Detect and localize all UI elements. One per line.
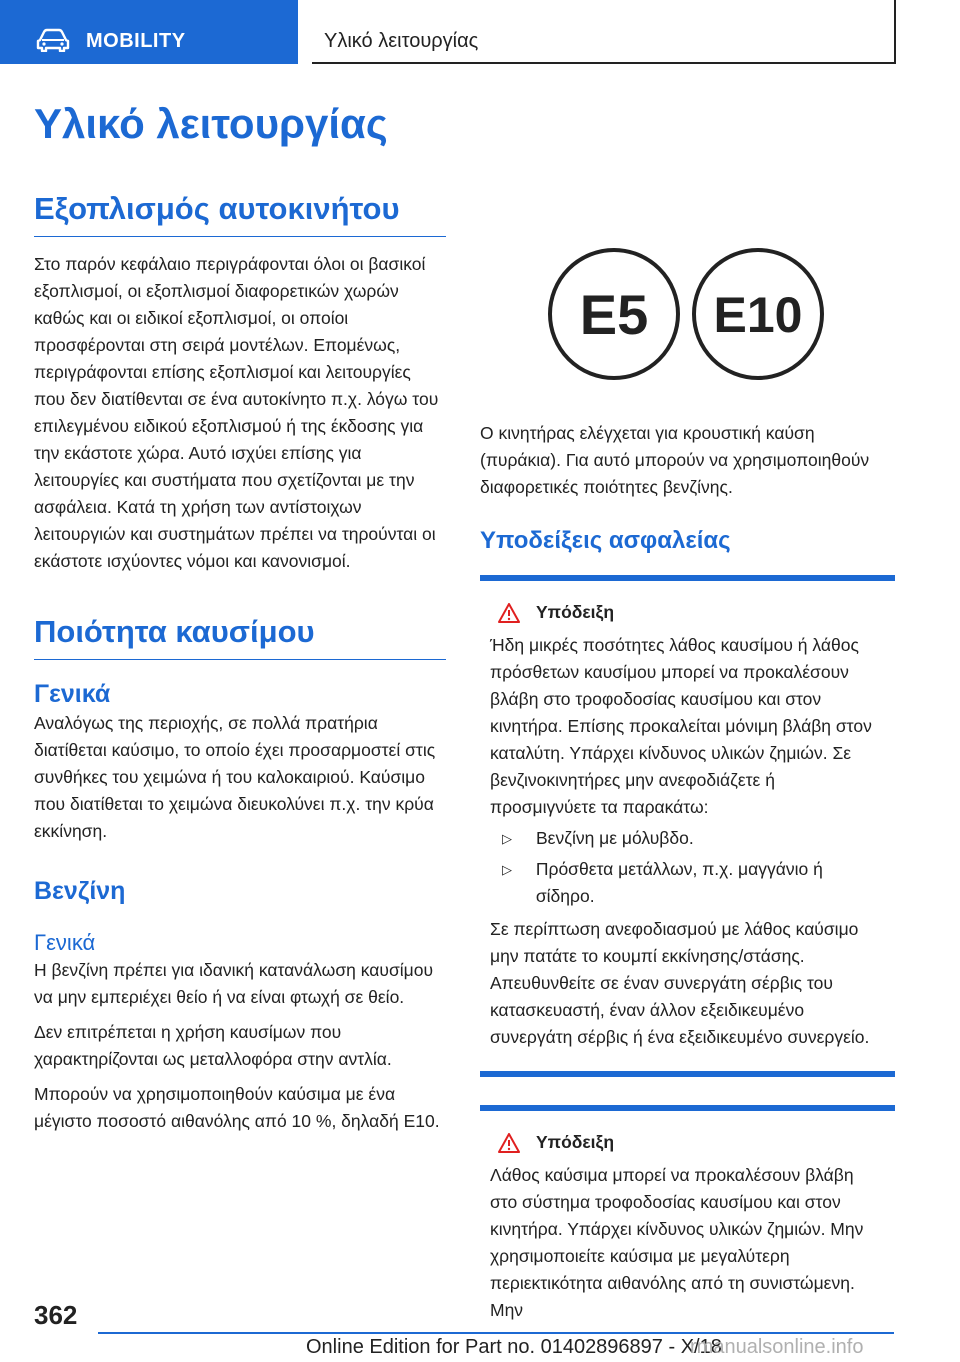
safety-note-1 — [480, 575, 895, 1077]
page-number: 362 — [34, 1300, 78, 1330]
list-item: ▷ Πρόσθετα μετάλλων, π.χ. μαγγάνιο ή σίδηρο. — [490, 856, 885, 910]
fuel-quality-heading: Ποιότητα καυσίμου — [34, 613, 446, 660]
safety-heading: Υποδείξεις ασφαλείας — [480, 527, 731, 554]
right-column — [480, 420, 895, 1324]
page-title: Υλικό λειτουργίας — [34, 100, 388, 147]
footer-divider — [98, 1332, 894, 1334]
section-tab-mobility — [0, 0, 298, 64]
general-text: Αναλόγως της περιοχής, σε πολλά πρατήρια διατίθεται καύσιμο, το οποίο έχει προσαρμοστεί στις συνθήκες του χειμώνα ή του καλοκαιριού. Καύσιμο που διατίθεται το χειμώνα διευκολύνει π.χ. την κρύα εκκίνηση. — [34, 713, 436, 841]
bullet-triangle-icon: ▷ — [502, 862, 512, 877]
note-2-title: Υπόδειξη — [536, 1132, 615, 1152]
fuel-grade-emblem — [548, 244, 828, 384]
note-1-title: Υπόδειξη — [536, 602, 615, 622]
vehicle-equipment-text: Στο παρόν κεφάλαιο περιγράφονται όλοι οι βασικοί εξοπλισμοί, οι εξοπλισμοί διαφορετικών χωρών καθώς και οι ειδικοί εξοπλισμοί, οι οποίοι προσφέρονται στη σειρά μοντέλων. Επομένως, περιγράφονται επίσης εξοπλισμοί και λειτουργίες που δεν διατίθενται σε ένα αυτοκίνητο π.χ. λόγω του επιλεγμένου ειδικού εξοπλισμού ή της έκδοσης για την εκάστοτε χώρα. Αυτό ισχύει επίσης για λειτουργίες και συστήματα που σχετίζονται με την ασφάλεια. Κατά τη χρήση των αντίστοιχων λειτουργιών και συστημάτων πρέπει να τηρούνται οι εκάστοτε ισχύοντες νόμοι και κανονισμοί. — [34, 254, 439, 571]
edition-text: Online Edition for Part no. 01402896897 - X/18 — [306, 1336, 722, 1358]
emblem-e10-label: E10 — [713, 287, 803, 343]
vehicle-equipment-heading: Εξοπλισμός αυτοκινήτου — [34, 190, 446, 237]
note-1-text: Ήδη μικρές ποσότητες λάθος καυσίμου ή λάθος πρόσθετων καυσίμου μπορεί να προκαλέσουν βλάβη στο τροφοδοσίας καυσίμου και στον κινητήρα. Επίσης προκαλείται μόνιμη βλάβη στον καταλύτη. Υπάρχει κίνδυνος υλικών ζημιών. Σε βενζινοκινητήρες μην ανεφοδιάζετε ή προσμιγνύετε τα παρακάτω: — [490, 635, 872, 817]
section-label: MOBILITY — [86, 30, 186, 52]
list-item: ▷ Βενζίνη με μόλυβδο. — [490, 825, 885, 852]
car-icon — [36, 28, 70, 52]
warning-icon — [498, 603, 520, 623]
chapter-header — [312, 0, 896, 64]
emblem-e5-label: E5 — [579, 283, 649, 346]
petrol-heading: Βενζίνη — [34, 877, 126, 905]
bullet-triangle-icon: ▷ — [502, 831, 512, 846]
watermark: rmanualsonline.info — [690, 1336, 864, 1358]
petrol-paragraph-2: Δεν επιτρέπεται η χρήση καυσίμων που χαρακτηρίζονται ως μεταλλοφόρα στην αντλία. — [34, 1022, 392, 1069]
petrol-paragraph-1: Η βενζίνη πρέπει για ιδανική κατανάλωση καυσίμου να μην εμπεριέχει θείο ή να είναι φτωχή σε θείο. — [34, 960, 434, 1007]
petrol-paragraph-3: Μπορούν να χρησιμοποιηθούν καύσιμα με ένα μέγιστο ποσοστό αιθανόλης από 10 %, δηλαδή E10. — [34, 1084, 440, 1131]
note-1-text-2: Σε περίπτωση ανεφοδιασμού με λάθος καύσιμο μην πατάτε το κουμπί εκκίνησης/στάσης. Απευθυνθείτε σε έναν συνεργάτη σέρβις του κατασκευαστή, έναν άλλον εξειδικευμένο συνεργάτη σέρβις ή ένα εξειδικευμένο συνεργείο. — [490, 919, 870, 1047]
petrol-general-heading: Γενικά — [34, 930, 96, 955]
general-heading: Γενικά — [34, 680, 111, 708]
note-2-text: Λάθος καύσιμα μπορεί να προκαλέσουν βλάβη στο σύστημα τροφοδοσίας καυσίμου και στον κινητήρα. Υπάρχει κίνδυνος υλικών ζημιών. Μην χρησιμοποιείτε καύσιμα με μεγαλύτερη περιεκτικότητα αιθανόλης από τη συνιστώμενη. Μην — [490, 1165, 864, 1320]
warning-icon — [498, 1133, 520, 1153]
left-column — [34, 190, 446, 1135]
knock-control-text: Ο κινητήρας ελέγχεται για κρουστική καύση (πυράκια). Για αυτό μπορούν να χρησιμοποιηθούν διαφορετικές ποιότητες βενζίνης. — [480, 423, 870, 497]
safety-note-2 — [480, 1105, 895, 1324]
chapter-label: Υλικό λειτουργίας — [324, 30, 479, 52]
